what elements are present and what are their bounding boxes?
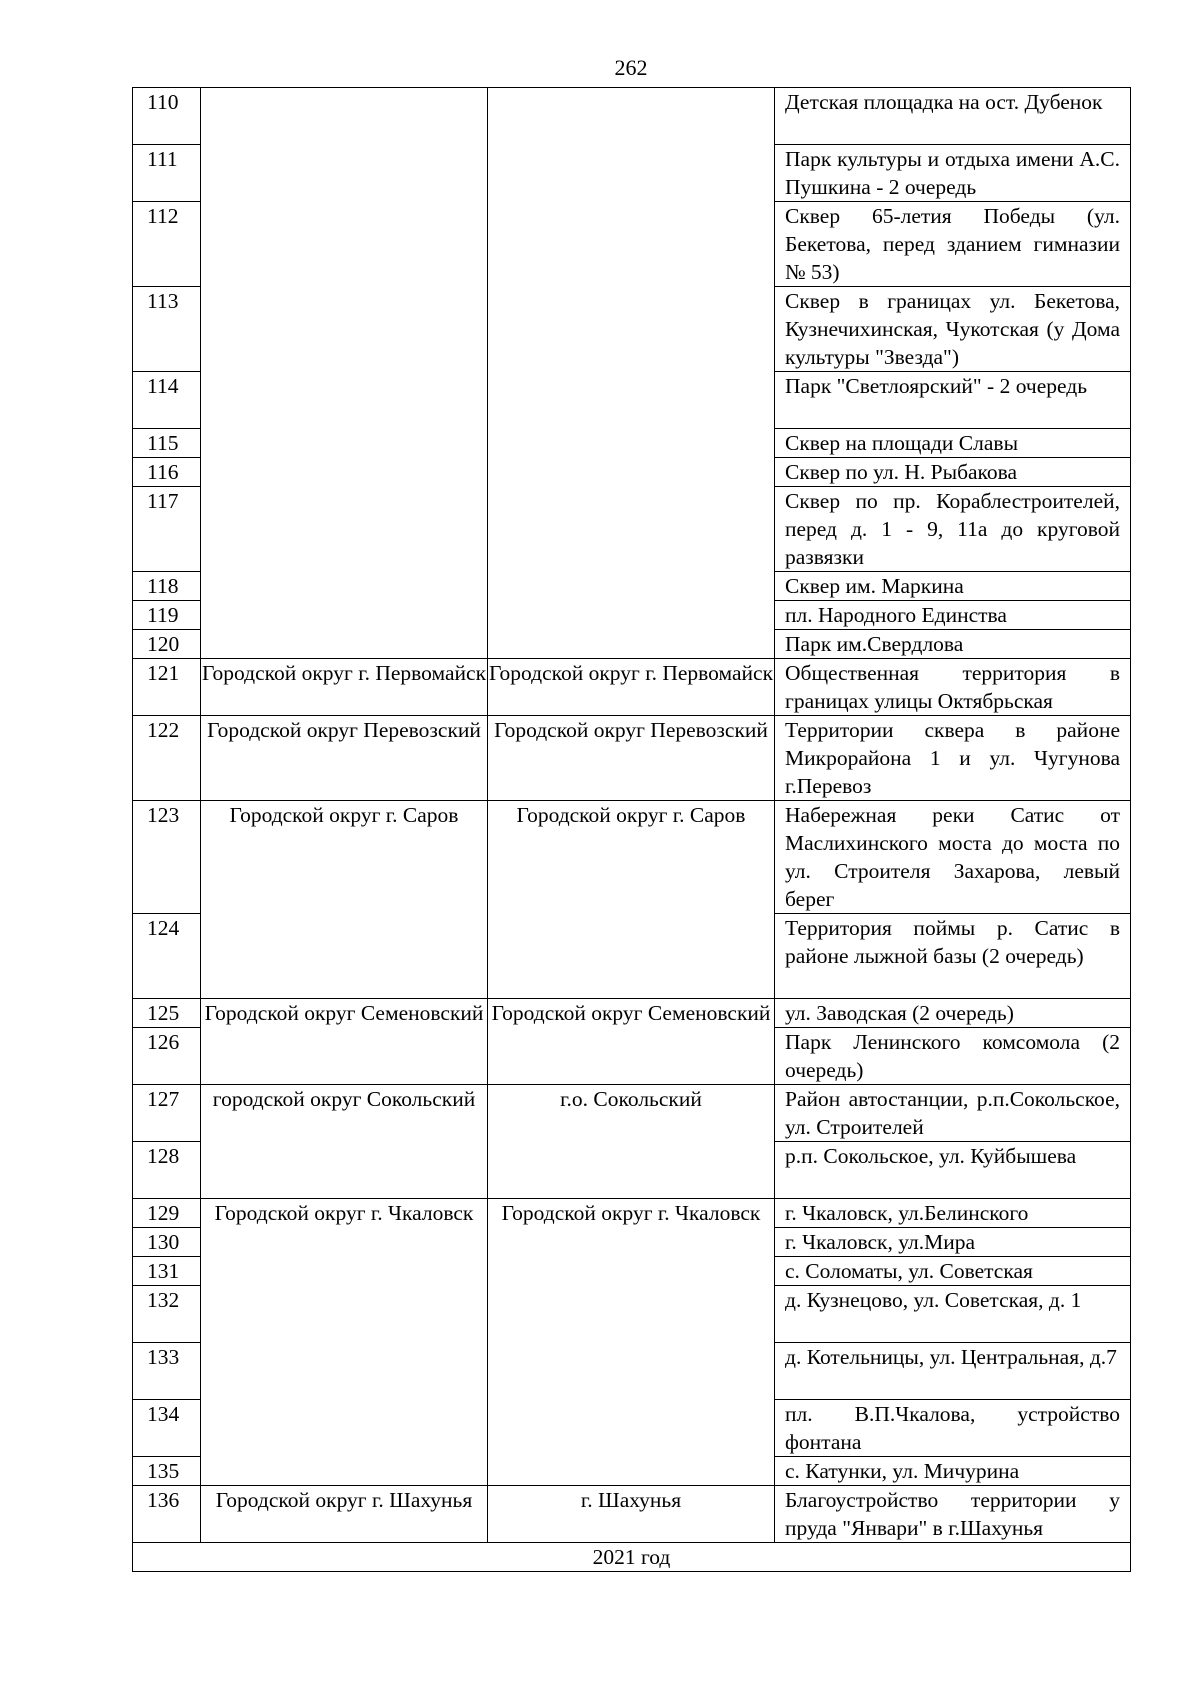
table-row bbox=[133, 88, 1131, 145]
row-number: 110 bbox=[133, 88, 201, 145]
row-number: 133 bbox=[133, 1343, 201, 1400]
row-number: 118 bbox=[133, 572, 201, 601]
municipality-cell: Городской округ г. Первомайск bbox=[201, 659, 488, 716]
territory-name: пл. Народного Единства bbox=[775, 601, 1131, 630]
territory-name: Сквер в границах ул. Бекетова, Кузнечихинская, Чукотская (у Дома культуры "Звезда") bbox=[775, 287, 1131, 372]
territory-name: Сквер 65-летия Победы (ул. Бекетова, перед зданием гимназии № 53) bbox=[775, 202, 1131, 287]
subject-cell: Городской округ г. Саров bbox=[488, 801, 775, 999]
row-number: 120 bbox=[133, 630, 201, 659]
row-number: 134 bbox=[133, 1400, 201, 1457]
territory-name: Территория поймы р. Сатис в районе лыжной базы (2 очередь) bbox=[775, 914, 1131, 999]
territory-name: Набережная реки Сатис от Маслихинского моста до моста по ул. Строителя Захарова, левый берег bbox=[775, 801, 1131, 914]
municipality-cell: Городской округ Семеновский bbox=[201, 999, 488, 1085]
row-number: 136 bbox=[133, 1486, 201, 1543]
territory-name: ул. Заводская (2 очередь) bbox=[775, 999, 1131, 1028]
territory-name: Парк культуры и отдыха имени А.С. Пушкина - 2 очередь bbox=[775, 145, 1131, 202]
territory-name: Парк "Светлоярский" - 2 очередь bbox=[775, 372, 1131, 429]
row-number: 111 bbox=[133, 145, 201, 202]
subject-cell bbox=[488, 88, 775, 659]
table-row bbox=[133, 999, 1131, 1028]
municipality-cell: Городской округ г. Чкаловск bbox=[201, 1199, 488, 1486]
row-number: 113 bbox=[133, 287, 201, 372]
row-number: 128 bbox=[133, 1142, 201, 1199]
subject-cell: Городской округ Перевозский bbox=[488, 716, 775, 801]
territory-name: Детская площадка на ост. Дубенок bbox=[775, 88, 1131, 145]
territory-name: с. Катунки, ул. Мичурина bbox=[775, 1457, 1131, 1486]
territory-name: Сквер на площади Славы bbox=[775, 429, 1131, 458]
territories-table bbox=[132, 87, 1131, 1572]
territory-name: с. Соломаты, ул. Советская bbox=[775, 1257, 1131, 1286]
territory-name: д. Котельницы, ул. Центральная, д.7 bbox=[775, 1343, 1131, 1400]
subject-cell: Городской округ г. Чкаловск bbox=[488, 1199, 775, 1486]
territory-name: Парк им.Свердлова bbox=[775, 630, 1131, 659]
table-row bbox=[133, 659, 1131, 716]
row-number: 112 bbox=[133, 202, 201, 287]
territory-name: г. Чкаловск, ул.Мира bbox=[775, 1228, 1131, 1257]
row-number: 135 bbox=[133, 1457, 201, 1486]
territory-name: Парк Ленинского комсомола (2 очередь) bbox=[775, 1028, 1131, 1085]
row-number: 130 bbox=[133, 1228, 201, 1257]
row-number: 121 bbox=[133, 659, 201, 716]
subject-cell: г.о. Сокольский bbox=[488, 1085, 775, 1199]
territory-name: д. Кузнецово, ул. Советская, д. 1 bbox=[775, 1286, 1131, 1343]
subject-cell: Городской округ Семеновский bbox=[488, 999, 775, 1085]
territory-name: р.п. Сокольское, ул. Куйбышева bbox=[775, 1142, 1131, 1199]
subject-cell: Городской округ г. Первомайск bbox=[488, 659, 775, 716]
row-number: 126 bbox=[133, 1028, 201, 1085]
table-row bbox=[133, 1199, 1131, 1228]
row-number: 115 bbox=[133, 429, 201, 458]
territory-name: Сквер по пр. Кораблестроителей, перед д. 1 - 9, 11а до круговой развязки bbox=[775, 487, 1131, 572]
year-row bbox=[133, 1543, 1131, 1572]
year-label: 2021 год bbox=[133, 1543, 1131, 1572]
territory-name: Район автостанции, р.п.Сокольское, ул. Строителей bbox=[775, 1085, 1131, 1142]
row-number: 125 bbox=[133, 999, 201, 1028]
row-number: 123 bbox=[133, 801, 201, 914]
municipality-cell: Городской округ г. Шахунья bbox=[201, 1486, 488, 1543]
page-number: 262 bbox=[614, 55, 648, 80]
municipality-cell: городской округ Сокольский bbox=[201, 1085, 488, 1199]
territory-name: Сквер им. Маркина bbox=[775, 572, 1131, 601]
row-number: 124 bbox=[133, 914, 201, 999]
row-number: 132 bbox=[133, 1286, 201, 1343]
row-number: 114 bbox=[133, 372, 201, 429]
municipality-cell: Городской округ Перевозский bbox=[201, 716, 488, 801]
municipality-cell: Городской округ г. Саров bbox=[201, 801, 488, 999]
municipality-cell bbox=[201, 88, 488, 659]
row-number: 122 bbox=[133, 716, 201, 801]
table-row bbox=[133, 1085, 1131, 1142]
subject-cell: г. Шахунья bbox=[488, 1486, 775, 1543]
row-number: 129 bbox=[133, 1199, 201, 1228]
row-number: 131 bbox=[133, 1257, 201, 1286]
territory-name: Благоустройство территории у пруда "Январи" в г.Шахунья bbox=[775, 1486, 1131, 1543]
table-row bbox=[133, 801, 1131, 914]
row-number: 116 bbox=[133, 458, 201, 487]
row-number: 127 bbox=[133, 1085, 201, 1142]
territory-name: пл. В.П.Чкалова, устройство фонтана bbox=[775, 1400, 1131, 1457]
territory-name: Общественная территория в границах улицы Октябрьская bbox=[775, 659, 1131, 716]
territory-name: г. Чкаловск, ул.Белинского bbox=[775, 1199, 1131, 1228]
territory-name: Сквер по ул. Н. Рыбакова bbox=[775, 458, 1131, 487]
territory-name: Территории сквера в районе Микрорайона 1 и ул. Чугунова г.Перевоз bbox=[775, 716, 1131, 801]
table-row bbox=[133, 716, 1131, 801]
row-number: 117 bbox=[133, 487, 201, 572]
row-number: 119 bbox=[133, 601, 201, 630]
table-row bbox=[133, 1486, 1131, 1543]
